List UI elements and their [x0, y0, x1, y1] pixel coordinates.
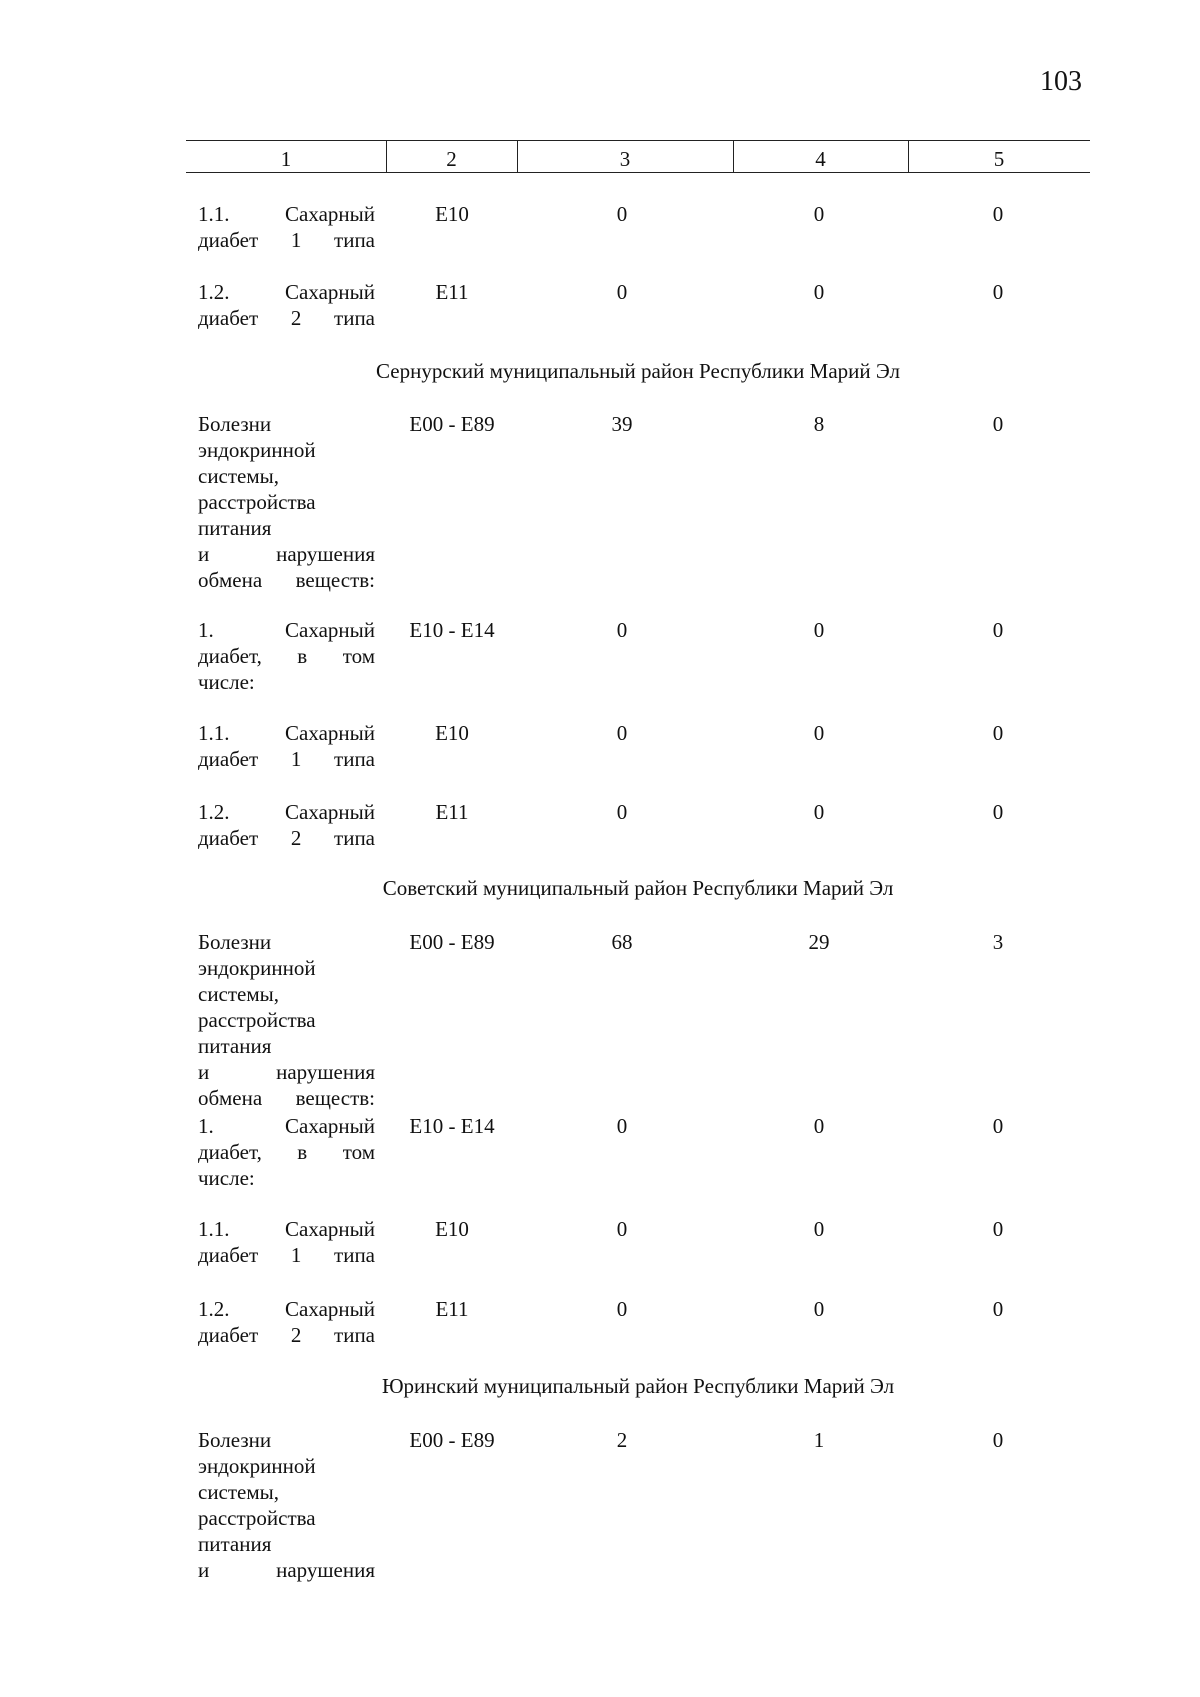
value-col-4: 0 — [813, 800, 825, 824]
description-line: диабет 1 типа — [198, 1243, 375, 1267]
icd-code: E11 — [435, 1297, 469, 1321]
value-col-4: 8 — [813, 412, 825, 436]
value-col-3: 0 — [616, 618, 628, 642]
description-line: диабет 1 типа — [198, 747, 375, 771]
value-col-4: 0 — [813, 1297, 825, 1321]
description-line: числе: — [198, 1166, 255, 1190]
icd-code: E10 — [435, 721, 469, 745]
header-bottom-rule — [186, 172, 1090, 173]
value-col-4: 0 — [813, 280, 825, 304]
value-col-3: 0 — [616, 1114, 628, 1138]
description-line: 1.1. Сахарный — [198, 202, 375, 226]
description-line: диабет, в том — [198, 644, 375, 668]
description-line: 1.1. Сахарный — [198, 721, 375, 745]
icd-code: E10 — [435, 1217, 469, 1241]
description-line: диабет 2 типа — [198, 1323, 375, 1347]
column-header-3: 3 — [619, 147, 631, 171]
value-col-3: 0 — [616, 1217, 628, 1241]
value-col-5: 0 — [992, 1297, 1004, 1321]
icd-code: E11 — [435, 280, 469, 304]
value-col-3: 0 — [616, 202, 628, 226]
description-line: диабет 2 типа — [198, 826, 375, 850]
section-title: Советский муниципальный район Республики Марий Эл — [382, 876, 894, 900]
description-line: Болезни — [198, 1428, 272, 1452]
value-col-5: 3 — [992, 930, 1004, 954]
icd-code: E11 — [435, 800, 469, 824]
column-header-5: 5 — [993, 147, 1005, 171]
icd-code: E10 - E14 — [409, 1114, 495, 1138]
section-title: Юринский муниципальный район Республики Марий Эл — [381, 1374, 895, 1398]
value-col-4: 29 — [808, 930, 830, 954]
description-line: диабет 2 типа — [198, 306, 375, 330]
value-col-5: 0 — [992, 1217, 1004, 1241]
description-line: расстройства — [198, 1008, 316, 1032]
description-line: диабет, в том — [198, 1140, 375, 1164]
value-col-3: 68 — [611, 930, 633, 954]
description-line: эндокринной — [198, 956, 316, 980]
description-line: питания — [198, 516, 272, 540]
row-description — [198, 929, 375, 1111]
row-description — [198, 279, 375, 331]
description-line: 1.2. Сахарный — [198, 1297, 375, 1321]
value-col-4: 0 — [813, 721, 825, 745]
description-line: расстройства — [198, 1506, 316, 1530]
description-line: 1.1. Сахарный — [198, 1217, 375, 1241]
description-line: расстройства — [198, 490, 316, 514]
description-line: питания — [198, 1034, 272, 1058]
value-col-5: 0 — [992, 202, 1004, 226]
description-line: системы, — [198, 1480, 280, 1504]
description-line: эндокринной — [198, 438, 316, 462]
description-line: 1. Сахарный — [198, 618, 375, 642]
description-line: и нарушения — [198, 1060, 375, 1084]
row-description — [198, 799, 375, 851]
value-col-5: 0 — [992, 280, 1004, 304]
icd-code: E00 - E89 — [409, 930, 495, 954]
description-line: 1. Сахарный — [198, 1114, 375, 1138]
value-col-3: 0 — [616, 721, 628, 745]
icd-code: E10 — [435, 202, 469, 226]
value-col-5: 0 — [992, 1114, 1004, 1138]
page-number: 103 — [1040, 66, 1082, 97]
value-col-3: 0 — [616, 280, 628, 304]
description-line: числе: — [198, 670, 255, 694]
column-header-1: 1 — [280, 147, 292, 171]
value-col-5: 0 — [992, 721, 1004, 745]
value-col-3: 0 — [616, 1297, 628, 1321]
row-description — [198, 1296, 375, 1348]
value-col-5: 0 — [992, 412, 1004, 436]
description-line: обмена веществ: — [198, 1086, 375, 1110]
description-line: системы, — [198, 982, 280, 1006]
row-description — [198, 720, 375, 772]
column-header-4: 4 — [815, 147, 826, 171]
column-header-2: 2 — [446, 147, 457, 171]
description-line: эндокринной — [198, 1454, 316, 1478]
header-top-rule — [186, 140, 1090, 141]
row-description — [198, 201, 375, 253]
value-col-5: 0 — [992, 1428, 1004, 1452]
row-description — [198, 1113, 375, 1191]
description-line: питания — [198, 1532, 272, 1556]
value-col-4: 0 — [813, 1114, 825, 1138]
row-description — [198, 1216, 375, 1268]
row-description — [198, 617, 375, 695]
value-col-3: 39 — [611, 412, 633, 436]
value-col-4: 0 — [813, 202, 825, 226]
description-line: обмена веществ: — [198, 568, 375, 592]
description-line: 1.2. Сахарный — [198, 280, 375, 304]
description-line: системы, — [198, 464, 280, 488]
value-col-5: 0 — [992, 618, 1004, 642]
description-line: 1.2. Сахарный — [198, 800, 375, 824]
section-title: Сернурский муниципальный район Республики Марий Эл — [376, 359, 900, 383]
value-col-5: 0 — [992, 800, 1004, 824]
description-line: Болезни — [198, 412, 272, 436]
description-line: диабет 1 типа — [198, 228, 375, 252]
description-line: Болезни — [198, 930, 272, 954]
value-col-4: 0 — [813, 1217, 825, 1241]
icd-code: E00 - E89 — [409, 412, 495, 436]
value-col-4: 0 — [813, 618, 825, 642]
value-col-4: 1 — [813, 1428, 825, 1452]
description-line: и нарушения — [198, 542, 375, 566]
value-col-3: 0 — [616, 800, 628, 824]
row-description — [198, 1427, 375, 1583]
description-line: и нарушения — [198, 1558, 375, 1582]
icd-code: E00 - E89 — [409, 1428, 495, 1452]
icd-code: E10 - E14 — [409, 618, 495, 642]
row-description — [198, 411, 375, 593]
value-col-3: 2 — [616, 1428, 628, 1452]
